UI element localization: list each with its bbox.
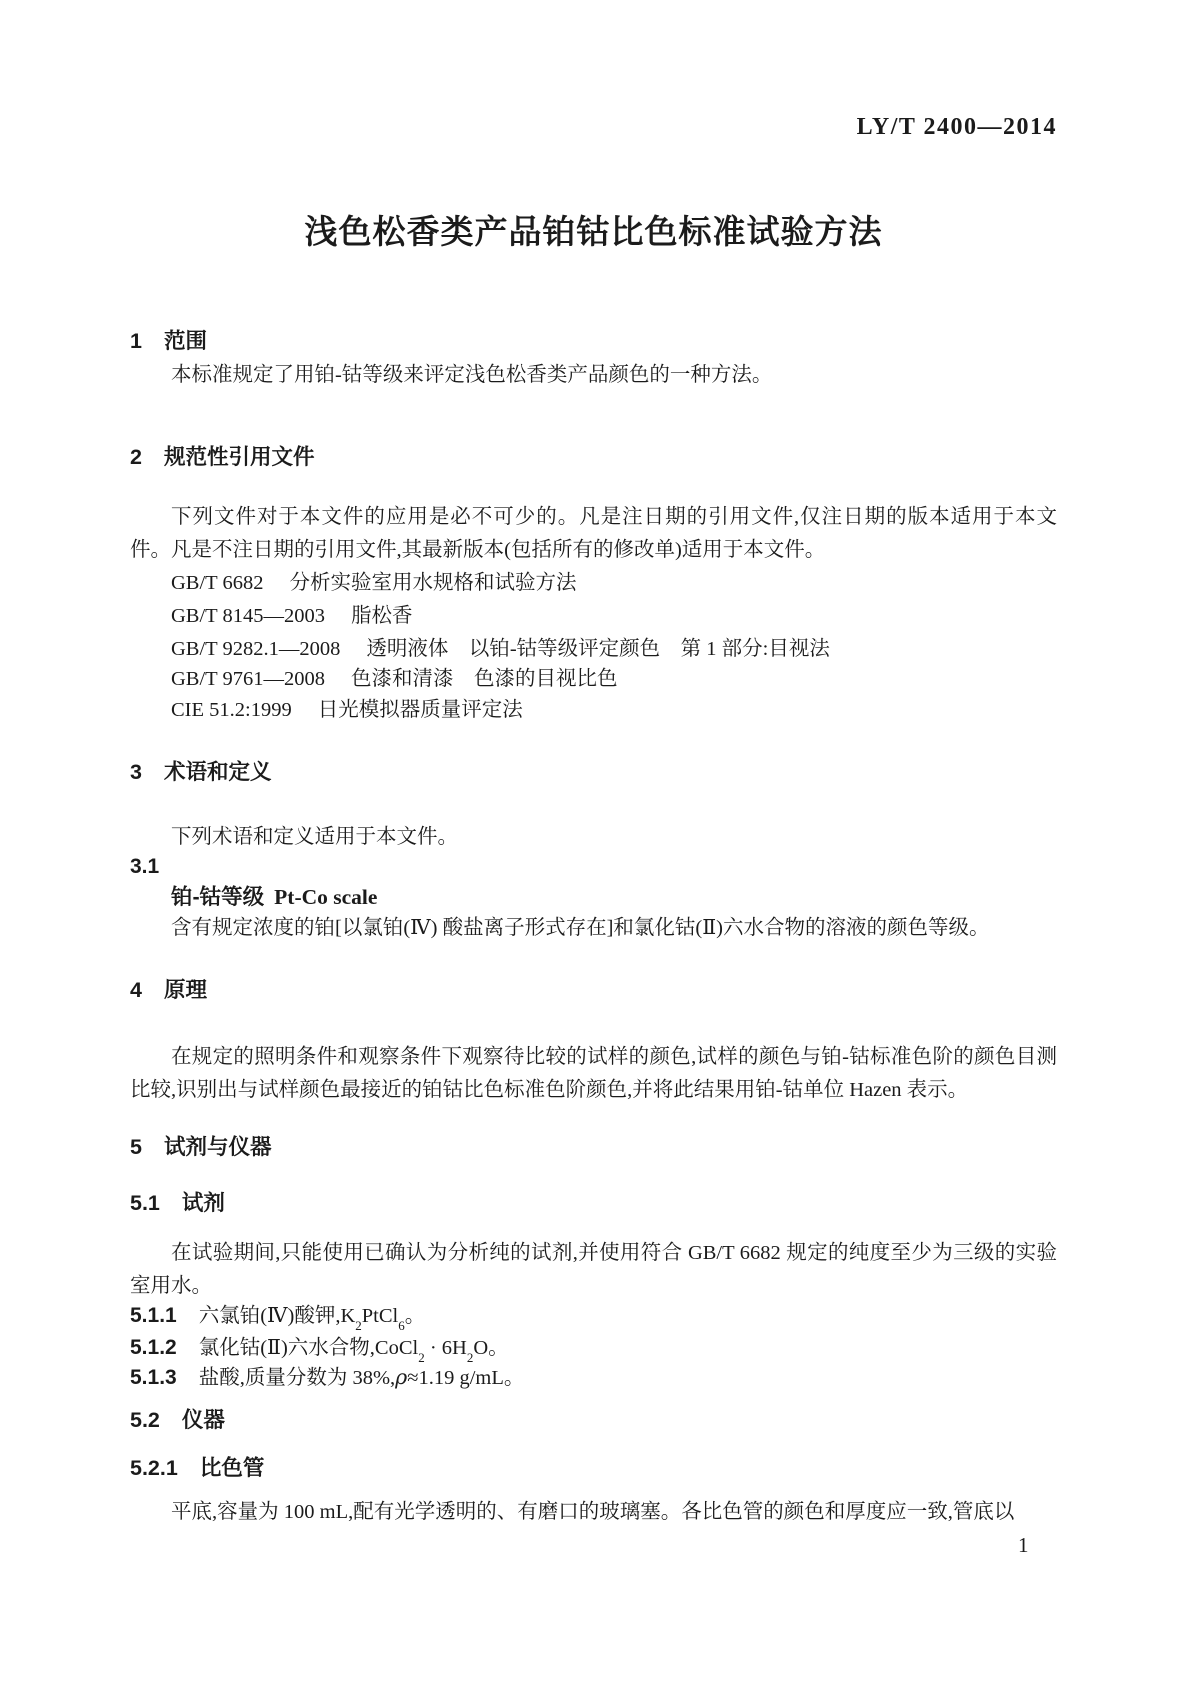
rho-symbol: ρ bbox=[395, 1365, 408, 1389]
clause-number: 3 bbox=[130, 760, 142, 784]
subclause-3-1-number: 3.1 bbox=[130, 855, 160, 878]
term-entry bbox=[130, 881, 1057, 915]
clause-title: 比色管 bbox=[199, 1456, 265, 1480]
clause-3-paragraph: 下列术语和定义适用于本文件。 bbox=[171, 826, 458, 848]
clause-5-1-paragraph: 在试验期间,只能使用已确认为分析纯的试剂,并使用符合 GB/T 6682 规定的纯度至少为三级的实验室用水。 bbox=[130, 1242, 1057, 1297]
clause-5-1-2-item bbox=[130, 1331, 1057, 1365]
reference-title: 透明液体 以铂-钴等级评定颜色 第 1 部分:目视法 bbox=[366, 638, 830, 660]
term-chinese: 铂-钴等级 bbox=[171, 885, 265, 909]
clause-number: 5.2 bbox=[130, 1408, 160, 1432]
clause-number: 1 bbox=[130, 329, 142, 353]
clause-5-1-1-item bbox=[130, 1299, 1057, 1333]
clause-number: 2 bbox=[130, 445, 142, 469]
reference-item bbox=[130, 600, 1098, 633]
clause-title: 术语和定义 bbox=[163, 760, 272, 784]
item-text: ≈1.19 g/mL。 bbox=[407, 1367, 525, 1389]
reference-title: 日光模拟器质量评定法 bbox=[317, 699, 523, 721]
item-text: · 6H bbox=[424, 1337, 467, 1359]
item-text: 六氯铂(Ⅳ)酸钾,K bbox=[198, 1305, 356, 1327]
clause-title: 仪器 bbox=[181, 1408, 225, 1432]
reference-code: GB/T 9761—2008 bbox=[171, 668, 325, 690]
clause-5-1-3-item bbox=[130, 1361, 1057, 1395]
clause-number: 5.1 bbox=[130, 1191, 160, 1215]
clause-2-paragraph: 下列文件对于本文件的应用是必不可少的。凡是注日期的引用文件,仅注日期的版本适用于本文件。凡是不注日期的引用文件,其最新版本(包括所有的修改单)适用于本文件。 bbox=[130, 506, 1057, 561]
item-text: 氯化钴(Ⅱ)六水合物,CoCl bbox=[198, 1337, 419, 1359]
clause-title: 试剂与仪器 bbox=[163, 1135, 272, 1159]
clause-title: 规范性引用文件 bbox=[163, 445, 315, 469]
reference-code: CIE 51.2:1999 bbox=[171, 699, 292, 721]
subscript: 2 bbox=[418, 1350, 425, 1366]
item-text: 盐酸,质量分数为 38%, bbox=[198, 1367, 396, 1389]
clause-5-2-heading bbox=[130, 1404, 1057, 1437]
standard-code: LY/T 2400—2014 bbox=[856, 114, 1057, 140]
clause-2-heading bbox=[130, 441, 1057, 474]
item-number: 5.1.2 bbox=[130, 1336, 177, 1359]
clause-5-2-1-paragraph: 平底,容量为 100 mL,配有光学透明的、有磨口的玻璃塞。各比色管的颜色和厚度应一致,管底以 bbox=[171, 1501, 1015, 1523]
clause-title: 范围 bbox=[163, 329, 207, 353]
clause-5-1-heading bbox=[130, 1187, 1057, 1220]
document-title: 浅色松香类产品铂钴比色标准试验方法 bbox=[304, 213, 883, 250]
reference-code: GB/T 9282.1—2008 bbox=[171, 638, 341, 660]
subscript: 2 bbox=[355, 1318, 362, 1334]
clause-number: 4 bbox=[130, 978, 142, 1002]
term-english: Pt-Co scale bbox=[274, 885, 378, 909]
page-number: 1 bbox=[1018, 1533, 1029, 1557]
clause-4-heading bbox=[130, 974, 1057, 1007]
clause-4-paragraph: 在规定的照明条件和观察条件下观察待比较的试样的颜色,试样的颜色与铂-钴标准色阶的颜色目测比较,识别出与试样颜色最接近的铂钴比色标准色阶颜色,并将此结果用铂-钴单位 Hazen 表示。 bbox=[130, 1046, 1057, 1101]
reference-title: 色漆和清漆 色漆的目视比色 bbox=[350, 668, 618, 690]
reference-title: 分析实验室用水规格和试验方法 bbox=[289, 572, 577, 594]
clause-title: 试剂 bbox=[181, 1191, 225, 1215]
term-definition: 含有规定浓度的铂[以氯铂(Ⅳ) 酸盐离子形式存在]和氯化钴(Ⅱ)六水合物的溶液的颜色等级。 bbox=[171, 917, 990, 939]
subscript: 2 bbox=[466, 1350, 474, 1366]
clause-5-heading bbox=[130, 1131, 1057, 1164]
clause-1-heading bbox=[130, 325, 1057, 358]
reference-code: GB/T 8145—2003 bbox=[171, 605, 325, 627]
clause-title: 原理 bbox=[163, 978, 207, 1002]
clause-number: 5 bbox=[130, 1135, 142, 1159]
reference-title: 脂松香 bbox=[350, 605, 413, 627]
reference-code: GB/T 6682 bbox=[171, 572, 264, 594]
item-text: 。 bbox=[404, 1305, 426, 1327]
item-text: PtCl bbox=[361, 1305, 399, 1327]
item-text: O。 bbox=[473, 1337, 509, 1359]
clause-1-paragraph: 本标准规定了用铂-钴等级来评定浅色松香类产品颜色的一种方法。 bbox=[171, 364, 773, 386]
item-number: 5.1.1 bbox=[130, 1304, 177, 1327]
subscript: 6 bbox=[398, 1318, 405, 1334]
reference-item bbox=[130, 694, 1098, 727]
reference-item bbox=[130, 567, 1098, 600]
clause-3-heading bbox=[130, 756, 1057, 789]
reference-item bbox=[130, 663, 1098, 696]
clause-5-2-1-heading bbox=[130, 1452, 1057, 1485]
reference-item bbox=[130, 633, 1098, 666]
clause-number: 5.2.1 bbox=[130, 1456, 178, 1480]
item-number: 5.1.3 bbox=[130, 1366, 177, 1389]
